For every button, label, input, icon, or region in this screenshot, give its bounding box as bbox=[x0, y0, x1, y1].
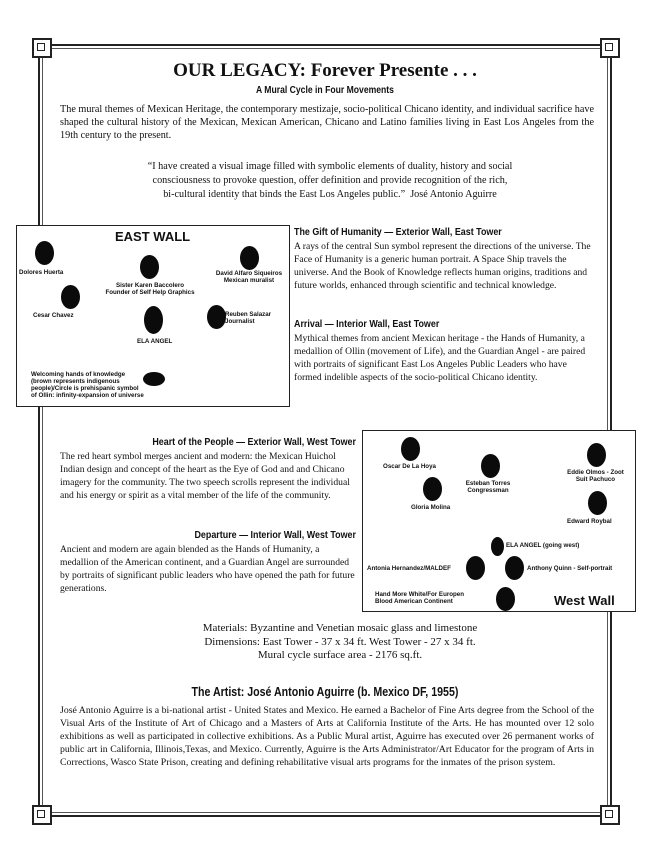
east-wall-title: EAST WALL bbox=[115, 229, 191, 244]
portrait-label: ELA ANGEL (going west) bbox=[506, 542, 580, 549]
intro-paragraph: The mural themes of Mexican Heritage, the contemporary mestizaje, socio-political Chicano identity, and individual sacrifice have shaped the cultural history of the Mexican, Mexican American, Chicano and Latino families living in East Los Angeles from the 19th century to the present. bbox=[60, 104, 594, 141]
page-title: OUR LEGACY: Forever Presente . . . bbox=[173, 60, 477, 81]
quote-line: “I have created a visual image filled with symbolic elements of duality, history and social bbox=[147, 161, 513, 172]
portrait-marker bbox=[207, 305, 226, 329]
portrait-marker bbox=[505, 556, 524, 580]
portrait-label: Anthony Quinn - Self-portrait bbox=[527, 565, 613, 572]
heart-of-the-people-text: The red heart symbol merges ancient and modern: the Mexican Huichol Indian design and concept of the heart as the Eye of God and and Chicano imagery for the community. The two speech scrolls represent the individual and his energy or spirit as a vital member of the life of the community. bbox=[60, 451, 350, 501]
portrait-label: Dolores Huerta bbox=[19, 269, 64, 276]
quote-author: José Antonio Aguirre bbox=[410, 189, 497, 200]
portrait-marker bbox=[144, 306, 163, 334]
portrait-marker bbox=[481, 454, 500, 478]
portrait-label: Antonia Hernandez/MALDEF bbox=[367, 565, 451, 572]
portrait-marker bbox=[61, 285, 80, 309]
departure-text: Ancient and modern are again blended as the Hands of Humanity, a medallion of the American continent, and a Guardian Angel are surrounded by portraits of significant public leaders who have opened the path for future generations. bbox=[60, 544, 355, 594]
hand-label: Hand More White/For Europen Blood American Continent bbox=[375, 591, 465, 605]
portrait-label: Eddie Olmos - Zoot Suit Pachuco bbox=[567, 469, 624, 483]
portrait-label: David Alfaro Siqueiros Mexican muralist bbox=[215, 270, 283, 284]
dimensions-line: Dimensions: East Tower - 37 x 34 ft. West Tower - 27 x 34 ft. bbox=[204, 635, 476, 648]
portrait-label: Oscar De La Hoya bbox=[383, 463, 436, 470]
corner-ornament-top-left bbox=[32, 38, 52, 58]
portrait-marker bbox=[588, 491, 607, 515]
portrait-label: ELA ANGEL bbox=[137, 338, 173, 345]
west-wall-title: West Wall bbox=[554, 593, 615, 608]
corner-ornament-bottom-right bbox=[600, 805, 620, 825]
gift-of-humanity-text: A rays of the central Sun symbol represent the directions of the universe. The Face of Humanity is a generic human portrait. A Space Ship travels the universe. And the Book of Knowledge reflects human origins, traditions and future worlds, enhanced through scientific and technical knowledge. bbox=[294, 241, 591, 291]
portrait-label: Esteban Torres Congressman bbox=[465, 480, 511, 494]
arrival-heading: Arrival — Interior Wall, East Tower bbox=[294, 318, 440, 330]
portrait-label: Edward Roybal bbox=[567, 518, 612, 525]
artist-heading-wrap bbox=[0, 683, 650, 701]
artist-heading: The Artist: José Antonio Aguirre (b. Mexico DF, 1955) bbox=[191, 685, 459, 699]
arrival-text: Mythical themes from ancient Mexican heritage - the Hands of Humanity, a medallion of Ollin (movement of Life), and the Guardian Angel - are paired with portraits of significant East Los Angeles Public Leaders who have formed indelible aspects of the socio-political Chicano identity. bbox=[294, 333, 586, 383]
portrait-marker bbox=[35, 241, 54, 265]
hand-marker bbox=[496, 587, 515, 611]
portrait-marker bbox=[140, 255, 159, 279]
portrait-label: Cesar Chavez bbox=[33, 312, 74, 319]
artist-bio: José Antonio Aguirre is a bi-national artist - United States and Mexico. He earned a Bachelor of Fine Arts degree from the School of the Visual Arts of the Institute of Art of Chicago and a Masters of Arts at California Institute of the Arts. He has mounted over 12 solo exhibitions as well as participated in collective exhibitions. As a Public Mural artist, Aguirre has executed over 26 permanent works of public art in California, Illinois,Texas, and Mexico. Currently, Aguirre is the Arts Administrator/Art Educator for the program of Arts in Corrections, Wasco State Prison, creating and defining rehabilitative visual arts programs for the inmates of the prison system. bbox=[60, 705, 594, 768]
heart-of-the-people-heading: Heart of the People — Exterior Wall, West Tower bbox=[152, 436, 356, 448]
portrait-label: Sister Karen Baccolero Founder of Self Help Graphics bbox=[105, 282, 195, 296]
portrait-label: Reuben Salazar Journalist bbox=[225, 311, 272, 325]
west-wall-diagram bbox=[362, 430, 636, 612]
portrait-marker bbox=[466, 556, 485, 580]
departure-heading: Departure — Interior Wall, West Tower bbox=[194, 529, 356, 541]
page-subtitle: A Mural Cycle in Four Movements bbox=[256, 84, 394, 96]
portrait-marker bbox=[401, 437, 420, 461]
portrait-marker bbox=[423, 477, 442, 501]
materials-line: Materials: Byzantine and Venetian mosaic glass and limestone bbox=[202, 622, 478, 634]
quote-line: consciousness to provoke question, offer definition and provide recognition of the rich, bbox=[152, 175, 508, 186]
portrait-marker bbox=[587, 443, 606, 467]
corner-ornament-top-right bbox=[600, 38, 620, 58]
gift-of-humanity-heading: The Gift of Humanity — Exterior Wall, East Tower bbox=[294, 226, 502, 238]
portrait-marker bbox=[491, 537, 504, 556]
ollin-circle-marker bbox=[143, 372, 165, 386]
portrait-marker bbox=[240, 246, 259, 270]
quote-line: bi-cultural identity that binds the East Los Angeles public.” bbox=[163, 189, 406, 200]
surface-area-line: Mural cycle surface area - 2176 sq.ft. bbox=[257, 649, 423, 661]
artist-quote bbox=[95, 160, 565, 202]
hands-of-knowledge-label: Welcoming hands of knowledge (brown represents indigenous people)/Circle is prehispanic symbol of Ollin: infinity-expansion of universe bbox=[31, 371, 144, 399]
portrait-label: Gloria Molina bbox=[411, 504, 451, 511]
corner-ornament-bottom-left bbox=[32, 805, 52, 825]
east-wall-diagram bbox=[16, 225, 290, 407]
materials-block bbox=[140, 622, 540, 663]
